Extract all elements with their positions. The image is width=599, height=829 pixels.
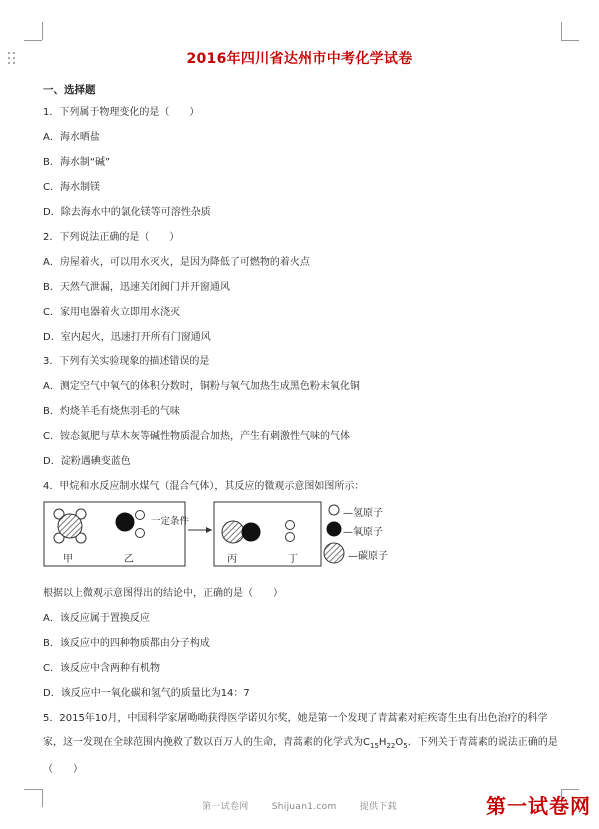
carbon-monoxide-molecule-icon	[222, 521, 260, 543]
option-line: C．铵态氮肥与草木灰等碱性物质混合加热，产生有刺激性气味的气体	[43, 431, 350, 442]
carbon-atom-icon	[324, 543, 344, 563]
q5-text: ．下列关于青蒿素的说法正确的是（ ）	[43, 737, 558, 775]
section-heading: 一、选择题	[43, 84, 96, 96]
footer-site-url[interactable]: Shijuan1.com	[271, 802, 337, 812]
crop-mark	[24, 40, 42, 41]
crop-mark	[561, 40, 579, 41]
legend-carbon: —碳原子	[348, 551, 388, 562]
question-line: 2．下列说法正确的是（ ）	[43, 232, 180, 243]
option-line: D．淀粉遇碘变蓝色	[43, 456, 131, 467]
footer-site-name: 第一试卷网	[202, 802, 249, 812]
crop-mark	[42, 22, 43, 40]
footer-download: 提供下载	[359, 802, 397, 812]
crop-mark	[561, 22, 562, 40]
q5-subscript: 22	[386, 742, 396, 750]
legend-oxygen: —氧原子	[343, 527, 383, 538]
question-5-paragraph	[43, 707, 563, 782]
page-title: 2016年四川省达州市中考化学试卷	[186, 51, 413, 67]
option-line: D．室内起火，迅速打开所有门窗通风	[43, 332, 211, 343]
q5-subscript: 15	[369, 742, 379, 750]
site-watermark: 第一试卷网	[486, 794, 591, 818]
option-line: A．该反应属于置换反应	[43, 613, 150, 624]
option-line: D．除去海水中的氯化镁等可溶性杂质	[43, 207, 211, 218]
q5-subscript: 5	[403, 742, 408, 750]
option-line: C．家用电器着火立即用水浇灭	[43, 307, 180, 318]
option-line: A．海水晒盐	[43, 132, 100, 143]
option-line: B．灼烧羊毛有烧焦羽毛的气味	[43, 406, 180, 417]
methane-molecule-icon	[54, 509, 86, 543]
question-line: 3．下列有关实验现象的描述错误的是	[43, 356, 210, 367]
question-line: 4．甲烷和水反应制水煤气（混合气体），其反应的微观示意图如图所示：	[43, 481, 365, 492]
molecule-label: 乙	[124, 554, 134, 565]
molecule-label: 丙	[227, 554, 237, 565]
option-line: B．该反应中的四种物质都由分子构成	[43, 638, 210, 649]
q5-text: H	[378, 737, 387, 748]
crop-mark	[24, 789, 42, 790]
molecule-label: 甲	[63, 554, 73, 565]
option-line: B．海水制“碱”	[43, 157, 111, 168]
option-line: B．天然气泄漏，迅速关闭阀门并开窗通风	[43, 282, 230, 293]
option-line: A．房屋着火，可以用水灭火，是因为降低了可燃物的着火点	[43, 257, 310, 268]
molecule-label: 丁	[288, 554, 298, 565]
reaction-condition: 一定条件	[151, 516, 190, 527]
option-line: A．测定空气中氧气的体积分数时，铜粉与氧气加热生成黑色粉末氧化铜	[43, 381, 360, 392]
option-line: C．海水制镁	[43, 182, 100, 193]
q5-text: 5．2015年10月，中国科学家屠呦呦获得医学诺贝尔奖，她是第一个发现了青蒿素对疟疾寄生虫有出色治疗的科学家，这一发现在全球范围内挽救了数以百万人的生命，青蒿素的化学式为C	[43, 713, 548, 748]
legend-hydrogen: —氢原子	[343, 508, 383, 519]
oxygen-atom-icon	[327, 522, 341, 536]
question-line: 1．下列属于物理变化的是（ ）	[43, 107, 200, 118]
option-line: C．该反应中含两种有机物	[43, 663, 160, 674]
option-line: D．该反应中一氧化碳和氢气的质量比为14：7	[43, 688, 250, 699]
hydrogen-atom-icon	[329, 505, 339, 515]
q5-text: O	[395, 737, 404, 748]
question-line: 根据以上微观示意图得出的结论中，正确的是（ ）	[43, 588, 283, 599]
